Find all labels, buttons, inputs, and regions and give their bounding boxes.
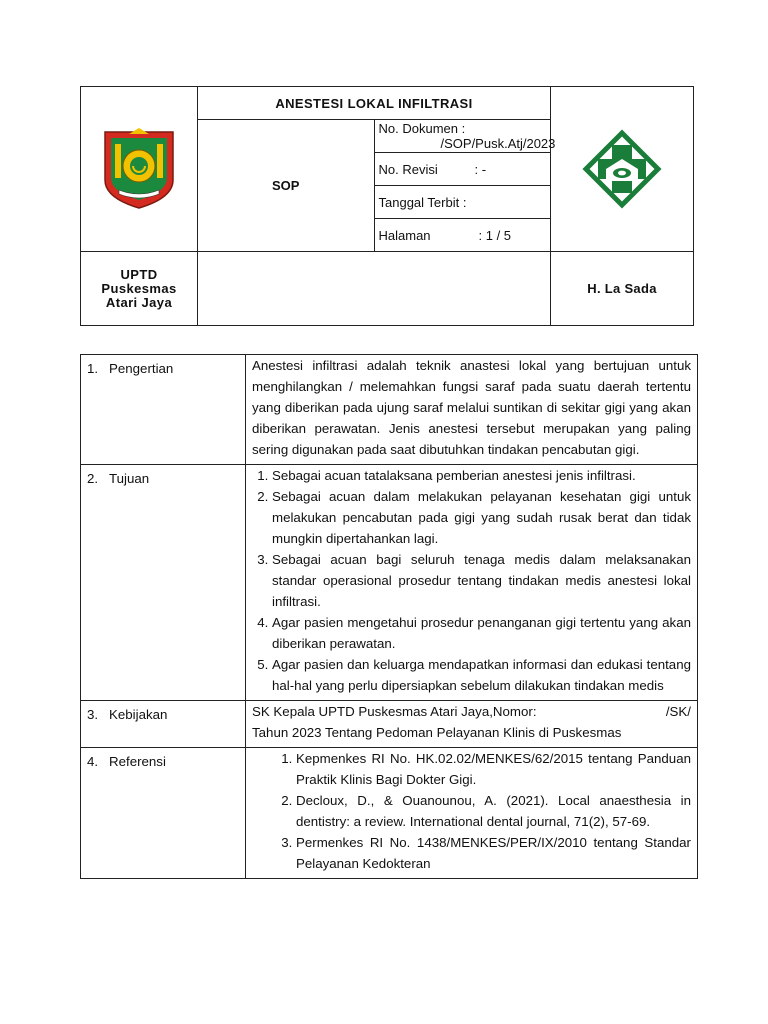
section-title: Tujuan bbox=[109, 471, 150, 486]
kebijakan-text: SK Kepala UPTD Puskesmas Atari Jaya,Nomor: bbox=[252, 704, 537, 719]
list-item: 4. Agar pasien mengetahui prosedur penanganan gigi tertentu yang akan diberikan perawatan. bbox=[272, 612, 691, 654]
sop-header-table bbox=[80, 86, 694, 326]
list-item: 2. Sebagai acuan dalam melakukan pelayanan kesehatan gigi untuk melakukan pencabutan pada gigi yang sudah rusak berat dan tidak mungkin dipertahankan lagi. bbox=[272, 486, 691, 549]
left-logo-cell bbox=[81, 87, 198, 252]
section-tujuan bbox=[81, 465, 698, 701]
organization-cell bbox=[81, 252, 198, 326]
list-item: 1. Kepmenkes RI No. HK.02.02/MENKES/62/2015 tentang Panduan Praktik Klinis Bagi Dokter Gigi. bbox=[296, 748, 691, 790]
no-revisi-field bbox=[374, 153, 551, 186]
section-number: 2. bbox=[87, 471, 99, 486]
tanggal-terbit-label: Tanggal Terbit : bbox=[378, 194, 467, 210]
org-line-3: Atari Jaya bbox=[105, 294, 173, 310]
section-title: Pengertian bbox=[109, 361, 174, 376]
tujuan-list bbox=[252, 465, 691, 696]
halaman-value: : 1 / 5 bbox=[478, 227, 512, 243]
pengertian-text: Anestesi infiltrasi adalah teknik anastesi lokal yang bertujuan untuk menghilangkan / melemahkan fungsi saraf pada suatu daerah tertentu yang diberikan pada ujung saraf melalui suntikan di sekitar gigi yang akan diberikan perawatan. Jenis anestesi tersebut merupakan yang paling sering digunakan pada saat dibutuhkan tindakan pencabutan gigi. bbox=[246, 355, 698, 465]
no-dokumen-label: No. Dokumen : bbox=[378, 121, 466, 136]
section-label bbox=[81, 355, 246, 465]
sop-content-table bbox=[80, 354, 698, 879]
no-dokumen-value: /SOP/Pusk.Atj/2023 bbox=[440, 136, 556, 151]
list-item: 3. Sebagai acuan bagi seluruh tenaga medis dalam melaksanakan standar operasional prosedur tentang tindakan medis anestesi lokal infiltrasi. bbox=[272, 549, 691, 612]
kebijakan-body bbox=[246, 701, 698, 748]
kebijakan-line-1 bbox=[252, 701, 691, 722]
section-title: Kebijakan bbox=[109, 707, 168, 722]
halaman-field bbox=[374, 219, 551, 252]
section-referensi bbox=[81, 748, 698, 879]
tanggal-terbit-field bbox=[374, 186, 551, 219]
kebijakan-line-2: Tahun 2023 Tentang Pedoman Pelayanan Klinis di Puskesmas bbox=[252, 725, 622, 740]
list-item: 5. Agar pasien dan keluarga mendapatkan informasi dan edukasi tentang hal-hal yang perlu dipersiapkan sebelum dilakukan tindakan medis bbox=[272, 654, 691, 696]
no-dokumen-field bbox=[374, 120, 556, 153]
section-label bbox=[81, 701, 246, 748]
section-number: 4. bbox=[87, 754, 99, 769]
org-line-1: UPTD bbox=[120, 266, 158, 282]
list-item: 3. Permenkes RI No. 1438/MENKES/PER/IX/2010 tentang Standar Pelayanan Kedokteran bbox=[296, 832, 691, 874]
signature-cell bbox=[198, 252, 551, 326]
document-title: ANESTESI LOKAL INFILTRASI bbox=[198, 87, 551, 120]
head-name-cell bbox=[551, 252, 694, 326]
kebijakan-sk: /SK/ bbox=[665, 704, 691, 719]
sop-label: SOP bbox=[198, 120, 375, 252]
puskesmas-green-cross-icon bbox=[582, 129, 662, 209]
section-pengertian bbox=[81, 355, 698, 465]
referensi-list bbox=[252, 748, 691, 874]
referensi-body bbox=[246, 748, 698, 879]
section-kebijakan bbox=[81, 701, 698, 748]
section-label bbox=[81, 465, 246, 701]
org-line-2: Puskesmas bbox=[101, 280, 177, 296]
organization-name bbox=[81, 268, 197, 310]
list-item: 1. Sebagai acuan tatalaksana pemberian anestesi jenis infiltrasi. bbox=[272, 465, 691, 486]
section-number: 3. bbox=[87, 707, 99, 722]
section-label bbox=[81, 748, 246, 879]
no-revisi-label: No. Revisi bbox=[378, 161, 438, 177]
list-item: 2. Decloux, D., & Ouanounou, A. (2021). Local anaesthesia in dentistry: a review. International dental journal, 71(2), 57-69. bbox=[296, 790, 691, 832]
regional-emblem-icon bbox=[99, 128, 179, 210]
no-revisi-value: : - bbox=[474, 161, 487, 177]
head-name: H. La Sada bbox=[587, 281, 657, 296]
right-logo-cell bbox=[551, 87, 694, 252]
section-number: 1. bbox=[87, 361, 99, 376]
halaman-label: Halaman bbox=[378, 227, 431, 243]
tujuan-body bbox=[246, 465, 698, 701]
section-title: Referensi bbox=[109, 754, 166, 769]
